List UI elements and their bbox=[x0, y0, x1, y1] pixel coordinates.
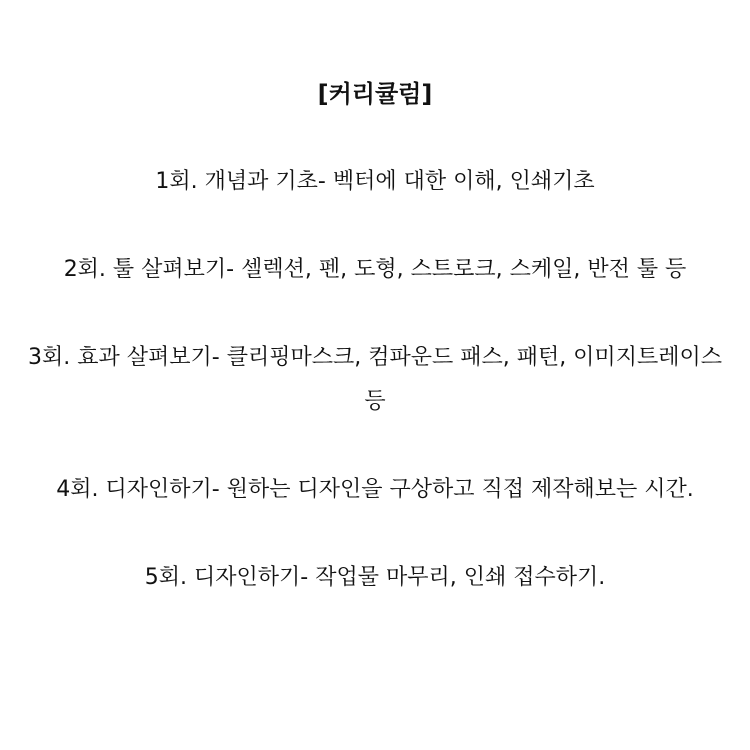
session-4: 4회. 디자인하기- 원하는 디자인을 구상하고 직접 제작해보는 시간. bbox=[56, 477, 694, 502]
session-1: 1회. 개념과 기초- 벡터에 대한 이해, 인쇄기초 bbox=[155, 169, 595, 194]
curriculum-title: [커리큘럼] bbox=[317, 80, 433, 108]
session-2: 2회. 툴 살펴보기- 셀렉션, 펜, 도형, 스트로크, 스케일, 반전 툴 등 bbox=[63, 257, 687, 282]
session-5: 5회. 디자인하기- 작업물 마무리, 인쇄 접수하기. bbox=[144, 565, 606, 590]
session-3: 3회. 효과 살펴보기- 클리핑마스크, 컴파운드 패스, 패턴, 이미지트레이스 등 bbox=[28, 345, 722, 414]
